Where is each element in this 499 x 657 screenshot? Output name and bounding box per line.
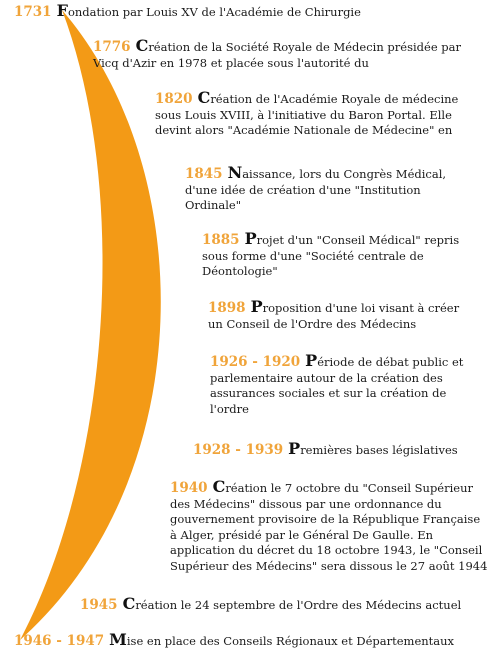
entry-text-line: réation de la Société Royale de Médecin présidée par — [148, 40, 461, 54]
entry-text-line: des Médecins" dissous par une ordonnance du — [170, 496, 442, 511]
entry-text-line: sous forme d'une "Société centrale de — [202, 248, 424, 263]
entry-year: 1845 — [185, 166, 223, 182]
timeline-entry-1776 — [93, 38, 461, 71]
entry-text-line: l'ordre — [210, 401, 249, 416]
timeline-entry-1946-1947 — [14, 632, 454, 650]
timeline-entry-1928-1939 — [193, 441, 458, 459]
entry-initial: M — [109, 630, 127, 649]
timeline-entry-1845 — [185, 165, 446, 214]
entry-text-line: sous Louis XVIII, à l'initiative du Baron Portal. Elle — [155, 107, 452, 122]
entry-text-line: ériode de débat public et — [317, 355, 464, 369]
entry-text-line: d'une idée de création d'une "Institution — [185, 182, 421, 197]
entry-year: 1776 — [93, 39, 131, 55]
entry-text-line: réation de l'Académie Royale de médecine — [210, 92, 459, 106]
entry-year: 1928 - 1939 — [193, 442, 284, 458]
entry-text-line: ondation par Louis XV de l'Académie de Chirurgie — [67, 5, 361, 19]
entry-text-line: rojet d'un "Conseil Médical" repris — [256, 233, 460, 247]
entry-text-line: Vicq d'Azir en 1978 et placée sous l'autorité du — [93, 55, 369, 70]
entry-text-line: assurances sociales et sur la création de — [210, 386, 447, 400]
entry-initial: P — [288, 439, 301, 458]
entry-text-line: Déontologie" — [202, 264, 278, 278]
entry-text-line: aissance, lors du Congrès Médical, — [242, 167, 447, 181]
entry-text-line: un Conseil de l'Ordre des Médecins — [208, 316, 417, 331]
entry-text-line: remières bases législatives — [300, 443, 458, 457]
entry-year: 1926 - 1920 — [210, 354, 301, 370]
entry-year: 1820 — [155, 91, 193, 107]
timeline-entry-1731 — [14, 3, 361, 21]
entry-text-line: réation le 7 octobre du "Conseil Supérieur — [225, 481, 473, 495]
entry-text-line: roposition d'une loi visant à créer — [262, 301, 460, 315]
entry-year: 1945 — [80, 597, 118, 613]
entry-initial: F — [56, 1, 68, 20]
entry-text-line: application du décret du 18 octobre 1943, le "Conseil — [170, 543, 483, 557]
entry-year: 1946 - 1947 — [14, 633, 105, 649]
entry-initial: P — [244, 229, 257, 248]
entry-year: 1940 — [170, 480, 208, 496]
entry-text-line: ise en place des Conseils Régionaux et Départementaux — [126, 634, 455, 648]
entry-text-line: parlementaire autour de la création des — [210, 370, 443, 385]
entry-text-line: devint alors "Académie Nationale de Médecine" en — [155, 123, 453, 137]
entry-initial: C — [212, 477, 226, 496]
entry-year: 1898 — [208, 300, 246, 316]
entry-text-line: Ordinale" — [185, 198, 242, 212]
timeline-entry-1820 — [155, 90, 458, 139]
entry-initial: C — [122, 594, 136, 613]
entry-initial: C — [197, 88, 211, 107]
timeline-entry-1940 — [170, 479, 487, 574]
entry-text-line: à Alger, présidé par le Général De Gaulle. En — [170, 527, 434, 542]
timeline-entry-1885 — [202, 231, 459, 280]
entry-year: 1885 — [202, 232, 240, 248]
timeline-entry-1926-1920 — [210, 353, 463, 417]
entry-text-line: Supérieur des Médecins" sera dissous le 27 août 1944 — [170, 558, 488, 573]
entry-year: 1731 — [14, 4, 52, 20]
entry-initial: P — [250, 297, 263, 316]
entry-initial: C — [135, 36, 149, 55]
entry-initial: P — [305, 351, 318, 370]
timeline-entry-1945 — [80, 596, 461, 614]
crescent-arc — [20, 10, 161, 640]
entry-text-line: réation le 24 septembre de l'Ordre des Médecins actuel — [135, 598, 462, 612]
entry-initial: N — [227, 163, 243, 182]
timeline-entry-1898 — [208, 299, 459, 332]
entry-text-line: gouvernement provisoire de la République Française — [170, 512, 481, 526]
